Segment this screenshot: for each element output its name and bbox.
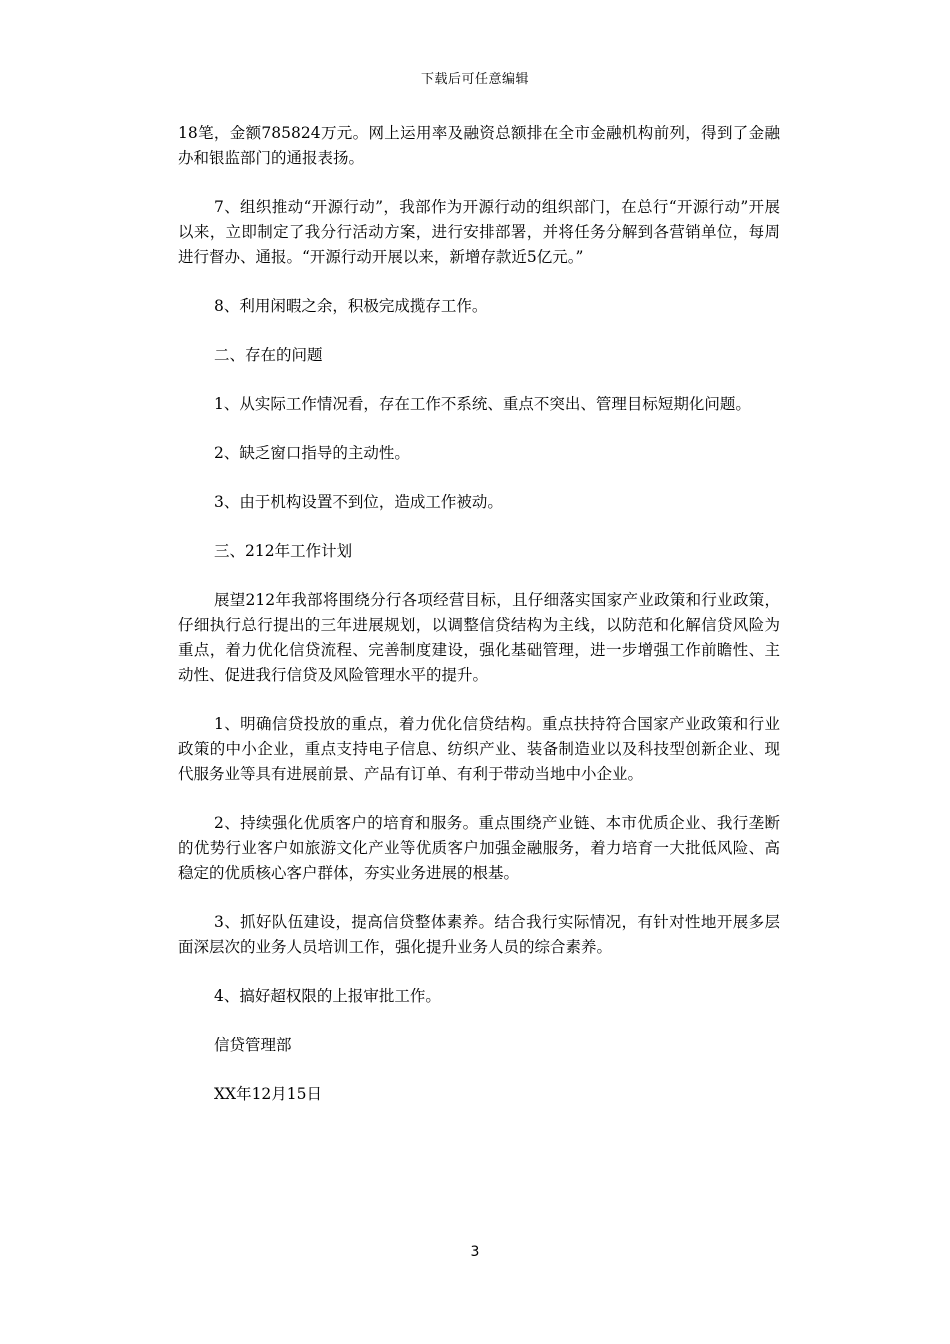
paragraph-plan-intro: 展望212年我部将围绕分行各项经营目标，且仔细落实国家产业政策和行业政策，仔细执行总行提出的三年进展规划，以调整信贷结构为主线，以防范和化解信贷风险为重点，着力优化信贷流程、完善制度建设，强化基础管理，进一步增强工作前瞻性、主动性、促进我行信贷及风险管理水平的提升。	[178, 591, 780, 684]
paragraph-continuation: 18笔，金额785824万元。网上运用率及融资总额排在全市金融机构前列，得到了金融办和银监部门的通报表扬。	[178, 124, 780, 167]
signature-date: XX年12月15日	[214, 1085, 323, 1103]
download-edit-note: 下载后可任意编辑	[420, 72, 529, 87]
paragraph-problem-3: 3、由于机构设置不到位，造成工作被动。	[214, 493, 503, 511]
paragraph-problem-1: 1、从实际工作情况看，存在工作不系统、重点不突出、管理目标短期化问题。	[214, 395, 751, 413]
paragraph-problem-2: 2、缺乏窗口指导的主动性。	[214, 444, 410, 462]
signature-department: 信贷管理部	[214, 1036, 292, 1054]
paragraph-plan-1: 1、明确信贷投放的重点，着力优化信贷结构。重点扶持符合国家产业政策和行业政策的中小企业，重点支持电子信息、纺织产业、装备制造业以及科技型创新企业、现代服务业等具有进展前景、产品有订单、有利于带动当地中小企业。	[178, 715, 780, 783]
paragraph-plan-3: 3、抓好队伍建设，提高信贷整体素养。结合我行实际情况，有针对性地开展多层面深层次的业务人员培训工作，强化提升业务人员的综合素养。	[178, 913, 780, 956]
document-body	[178, 121, 780, 1131]
paragraph-item-8: 8、利用闲暇之余，积极完成揽存工作。	[214, 297, 488, 315]
page-number: 3	[470, 1244, 480, 1260]
paragraph-item-7: 7、组织推动“开源行动”，我部作为开源行动的组织部门，在总行“开源行动”开展以来，立即制定了我分行活动方案，进行安排部署，并将任务分解到各营销单位，每周进行督办、通报。“开源行动开展以来，新增存款近5亿元。”	[178, 198, 780, 266]
section-heading-problems: 二、存在的问题	[214, 346, 323, 364]
paragraph-plan-2: 2、持续强化优质客户的培育和服务。重点围绕产业链、本市优质企业、我行垄断的优势行业客户如旅游文化产业等优质客户加强金融服务，着力培育一大批低风险、高稳定的优质核心客户群体，夯实业务进展的根基。	[178, 814, 780, 882]
paragraph-plan-4: 4、搞好超权限的上报审批工作。	[214, 987, 441, 1005]
section-heading-plan: 三、212年工作计划	[214, 542, 353, 560]
